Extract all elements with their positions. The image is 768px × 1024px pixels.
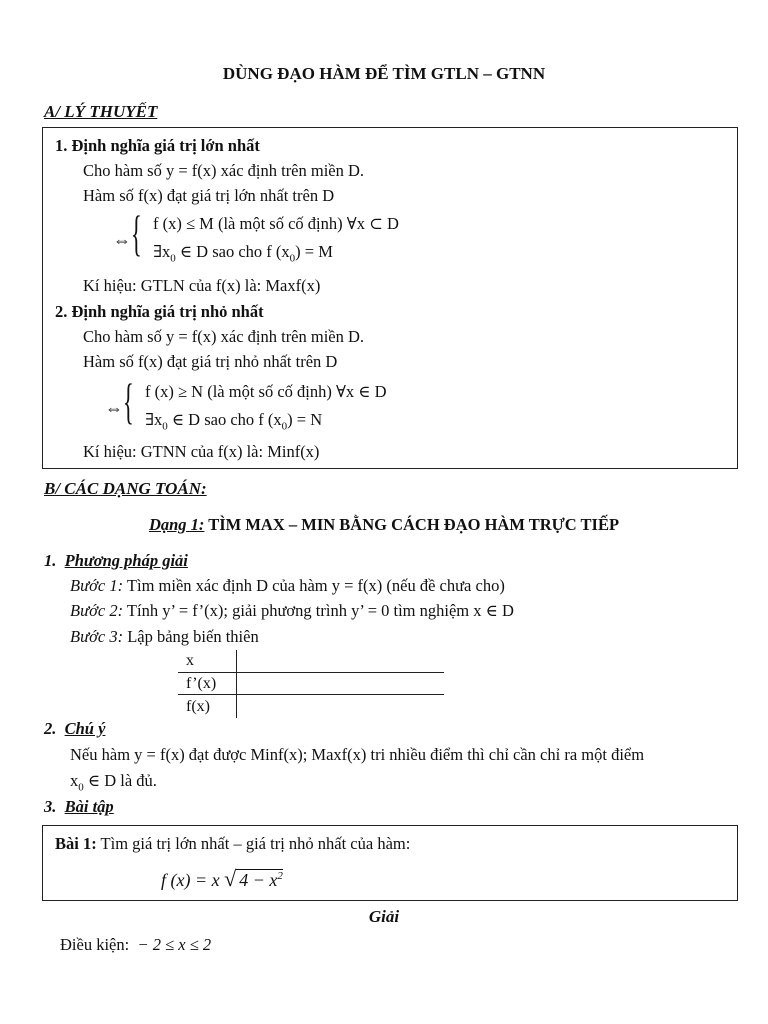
sqrt-icon: √: [224, 866, 237, 891]
table-divider: [178, 694, 444, 695]
def2-heading: 2. Định nghĩa giá trị nhỏ nhất: [55, 302, 264, 321]
note-heading: 2. Chú ý: [44, 719, 106, 738]
exercise1-box: [42, 825, 738, 901]
method-step3: Bước 3: Lập bảng biến thiên: [70, 627, 259, 646]
note-line2: $x_0$ ∈ D là đủ.: [70, 771, 157, 794]
brace-icon: {: [131, 205, 142, 261]
exercise1-statement: Bài 1: Tìm giá trị lớn nhất – giá trị nhỏ nhất của hàm:: [55, 834, 411, 853]
table-divider: [178, 672, 444, 673]
def2-condition-1: f (x) ≥ N (là một số cố định) ∀x ∈ D: [145, 382, 387, 401]
document-title: DÙNG ĐẠO HÀM ĐỂ TÌM GTLN – GTNN: [222, 64, 546, 83]
def2-condition-system: [105, 373, 525, 434]
def1-condition-system: [113, 205, 533, 266]
method-heading: 1. Phương pháp giải: [44, 551, 188, 570]
dang1-title: Dạng 1: TÌM MAX – MIN BẰNG CÁCH ĐẠO HÀM TRỰC TIẾP: [148, 515, 620, 534]
solution-heading: Giải: [368, 907, 400, 926]
def2-note: Kí hiệu: GTNN của f(x) là: Minf(x): [83, 442, 320, 461]
iff-symbol: ⇔: [113, 230, 131, 250]
theory-box: [42, 127, 738, 469]
table-row-derivative: f’(x): [186, 675, 217, 692]
def1-note: Kí hiệu: GTLN của f(x) là: Maxf(x): [83, 276, 321, 295]
def1-heading: 1. Định nghĩa giá trị lớn nhất: [55, 136, 260, 155]
note-line1: Nếu hàm y = f(x) đạt được Minf(x); Maxf(x) tri nhiều điểm thì chỉ cần chỉ ra một điểm: [70, 745, 645, 764]
method-step2: Bước 2: Tính y’ = f’(x); giải phương trình y’ = 0 tìm nghiệm x ∈ D: [70, 601, 514, 620]
exercise1-formula: f (x) = x √ $4 - x^2$: [161, 866, 283, 891]
def1-line1: Cho hàm số y = f(x) xác định trên miền D.: [83, 161, 365, 180]
def2-line2: Hàm số f(x) đạt giá trị nhỏ nhất trên D: [83, 352, 338, 371]
table-row-function: f(x): [186, 698, 210, 715]
section-a-heading: A/ LÝ THUYẾT: [44, 102, 158, 121]
brace-icon: {: [123, 373, 134, 429]
table-row-x: x: [186, 652, 194, 669]
def1-condition-2: $\exists x_0$ ∈ D sao cho f $(x_0) = M$: [153, 242, 333, 265]
def1-condition-1: f (x) ≤ M (là một số cố định) ∀x ⊂ D: [153, 214, 399, 233]
def1-line2: Hàm số f(x) đạt giá trị lớn nhất trên D: [83, 186, 335, 205]
section-b-heading: B/ CÁC DẠNG TOÁN:: [44, 479, 207, 498]
def2-condition-2: $\exists x_0$ ∈ D sao cho f $(x_0) = N$: [145, 410, 323, 433]
sqrt-radicand: $4 - x^2$: [236, 869, 283, 890]
solution-condition: Điều kiện: − 2 ≤ x ≤ 2: [60, 935, 212, 954]
iff-symbol: ⇔: [105, 398, 123, 418]
method-step1: Bước 1: Tìm miền xác định D của hàm y = f(x) (nếu đề chưa cho): [70, 576, 505, 595]
def2-line1: Cho hàm số y = f(x) xác định trên miền D.: [83, 327, 365, 346]
table-divider: [236, 650, 237, 718]
variation-table: [178, 650, 444, 718]
exercise-heading: 3. Bài tập: [44, 797, 114, 816]
